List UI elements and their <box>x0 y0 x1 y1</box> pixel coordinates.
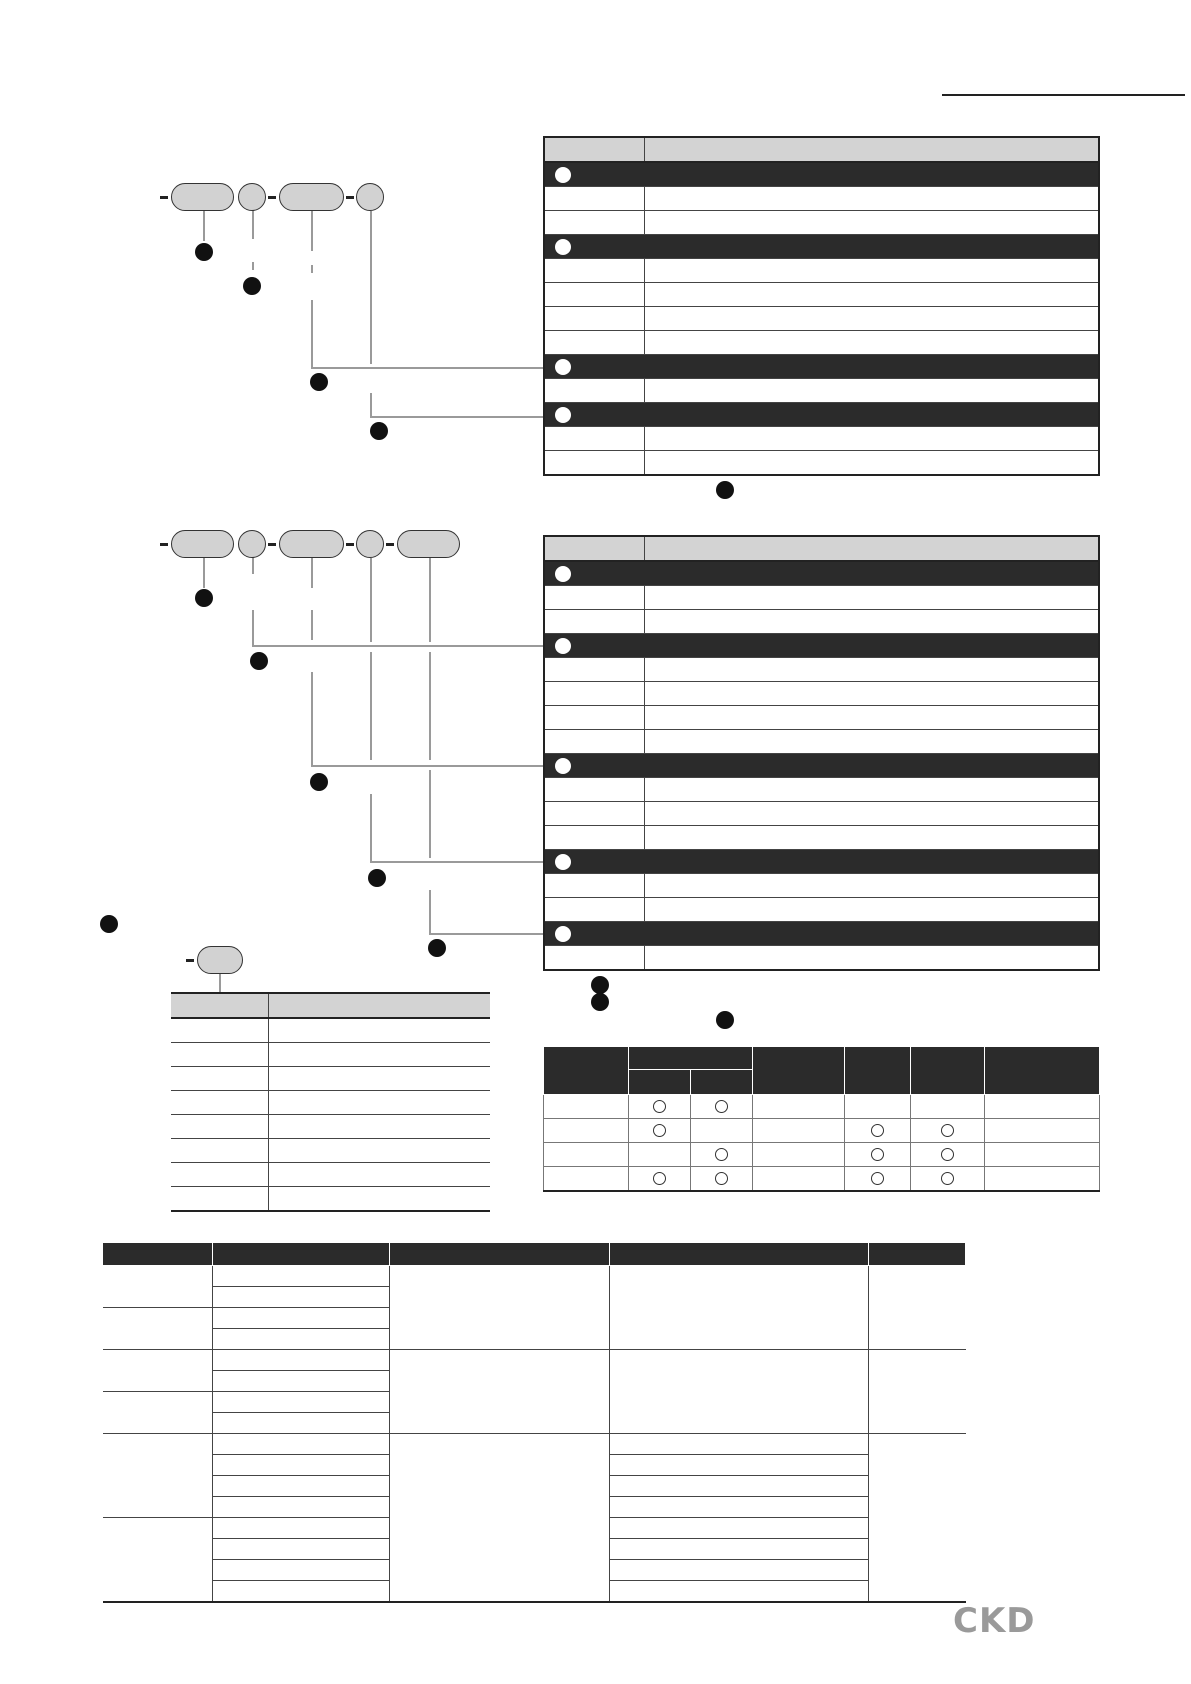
specification-table <box>102 1242 966 1603</box>
note-dot-3 <box>591 993 609 1011</box>
marker-dot-2 <box>243 277 261 295</box>
note-dot-2 <box>591 976 609 994</box>
option-table-2 <box>543 535 1100 971</box>
code-box-a <box>171 183 234 211</box>
marker-dot-option <box>100 915 118 933</box>
code-box-d <box>356 183 384 211</box>
option-table-1 <box>543 136 1100 476</box>
brand-logo: CKD <box>953 1601 1036 1641</box>
marker-dot-1 <box>195 243 213 261</box>
note-dot-4 <box>716 1011 734 1029</box>
note-dot-1 <box>716 481 734 499</box>
marker-dot-4 <box>370 422 388 440</box>
compatibility-table <box>543 1046 1100 1192</box>
header-rule <box>942 94 1185 96</box>
code-box-c <box>279 183 344 211</box>
code-box-option <box>197 946 243 974</box>
option-table-small <box>171 992 490 1212</box>
code-box-b <box>238 183 266 211</box>
marker-dot-3 <box>310 373 328 391</box>
